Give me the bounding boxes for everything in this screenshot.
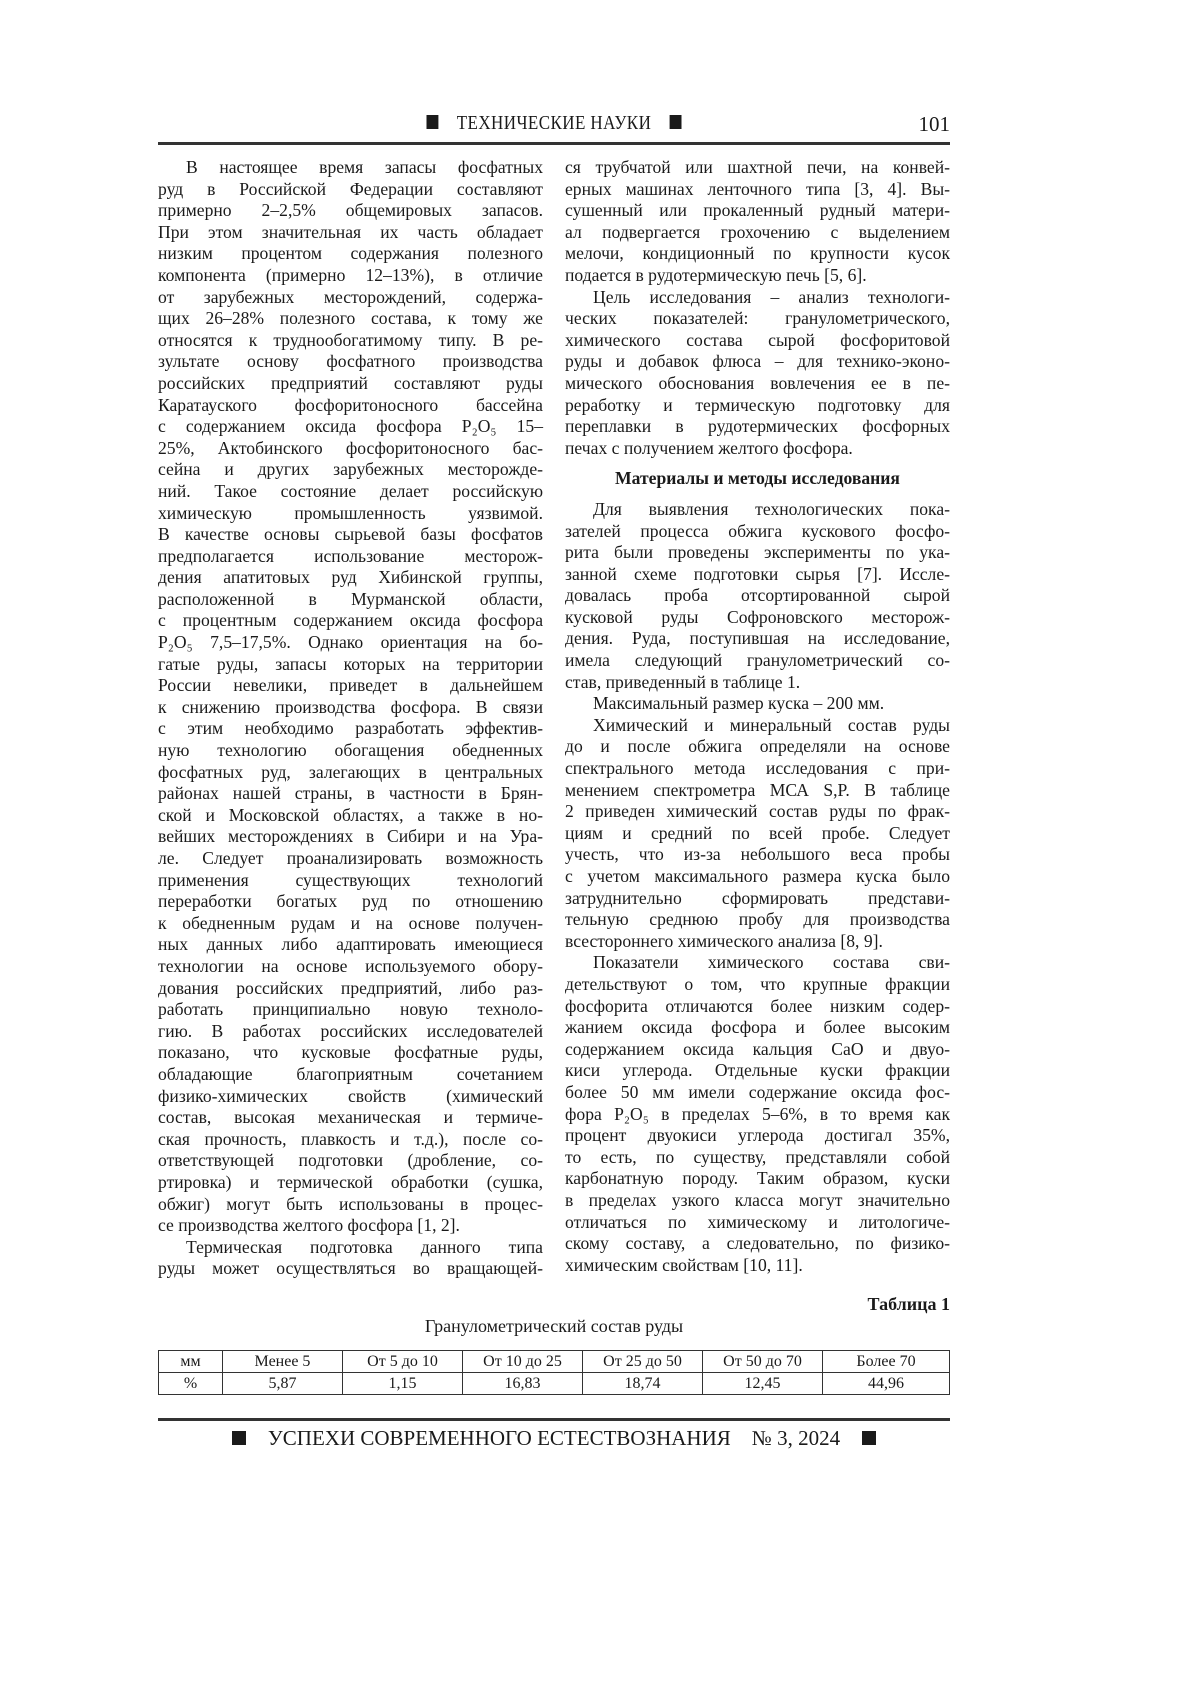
text-line: 25%, Актобинского фосфоритоносного бас- xyxy=(158,438,543,460)
table-title: Гранулометрический состав руды xyxy=(158,1316,950,1337)
left-column xyxy=(158,157,543,1280)
text-line: ся трубчатой или шахтной печи, на конвей- xyxy=(565,157,950,179)
table-header-cell: Менее 5 xyxy=(223,1351,343,1373)
text-line: работать принципиально новую техноло- xyxy=(158,999,543,1021)
text-line: с содержанием оксида фосфора P₂O₅ 15– xyxy=(158,416,543,438)
text-line: имела следующий гранулометрический со- xyxy=(565,650,950,672)
paragraph xyxy=(565,693,950,715)
text-line: жанием оксида фосфора и более высоким xyxy=(565,1017,950,1039)
text-line: к обедненным рудам и на основе получен- xyxy=(158,913,543,935)
table-header-cell: От 25 до 50 xyxy=(583,1351,703,1373)
text-line: с этим необходимо разработать эффектив- xyxy=(158,718,543,740)
text-line: отличаться по химическому и литологиче- xyxy=(565,1212,950,1234)
table-cell: % xyxy=(159,1373,223,1395)
table-caption: Таблица 1 xyxy=(868,1294,950,1315)
text-line: обладающие благоприятным сочетанием xyxy=(158,1064,543,1086)
text-line: зателей процесса обжига кускового фосфо- xyxy=(565,521,950,543)
running-footer xyxy=(158,1426,950,1451)
table-cell: 12,45 xyxy=(703,1373,823,1395)
text-line: компонента (примерно 12–13%), в отличие xyxy=(158,265,543,287)
paragraph xyxy=(565,157,950,287)
text-line: занной схеме подготовки сырья [7]. Иссле- xyxy=(565,564,950,586)
text-line: химическую промышленность уязвимой. xyxy=(158,503,543,525)
text-line: скому составу, а следовательно, по физико- xyxy=(565,1233,950,1255)
text-line: гию. В работах российских исследователей xyxy=(158,1021,543,1043)
text-line: При этом значительная их часть обладает xyxy=(158,222,543,244)
table-cell: 44,96 xyxy=(823,1373,950,1395)
text-line: технологии на основе используемого обору- xyxy=(158,956,543,978)
table-header-cell: Более 70 xyxy=(823,1351,950,1373)
text-line: учесть, что из-за небольшого веса пробы xyxy=(565,844,950,866)
table-header-cell: От 5 до 10 xyxy=(343,1351,463,1373)
text-line: более 50 мм имели содержание оксида фос- xyxy=(565,1082,950,1104)
text-line: то есть, по существу, представляли собой xyxy=(565,1147,950,1169)
text-line: дения. Руда, поступившая на исследование, xyxy=(565,628,950,650)
paragraph xyxy=(158,157,543,1237)
text-line: кусковой руды Софроновского месторож- xyxy=(565,607,950,629)
text-line: карбонатную породу. Таким образом, куски xyxy=(565,1168,950,1190)
text-line: всестороннего химического анализа [8, 9]. xyxy=(565,931,950,953)
granulometric-table xyxy=(158,1350,950,1395)
text-line: показано, что кусковые фосфатные руды, xyxy=(158,1042,543,1064)
text-line: Каратауского фосфоритоносного бассейна xyxy=(158,395,543,417)
text-line: расположенной в Мурманской области, xyxy=(158,589,543,611)
text-line: фора P₂O₅ в пределах 5–6%, в то время как xyxy=(565,1104,950,1126)
text-line: руды и добавок флюса – для технико-эконо- xyxy=(565,351,950,373)
text-line: переработки богатых руд по отношению xyxy=(158,891,543,913)
text-line: с процентным содержанием оксида фосфора xyxy=(158,610,543,632)
journal-name: УСПЕХИ СОВРЕМЕННОГО ЕСТЕСТВОЗНАНИЯ xyxy=(268,1426,731,1450)
text-line: ле. Следует проанализировать возможность xyxy=(158,848,543,870)
text-line: состав, высокая механическая и термиче- xyxy=(158,1107,543,1129)
square-bullet-icon xyxy=(862,1431,876,1445)
table-cell: 1,15 xyxy=(343,1373,463,1395)
text-line: менением спектрометра МСА S,P. В таблице xyxy=(565,780,950,802)
table-cell: 16,83 xyxy=(463,1373,583,1395)
text-line: России невелики, приведет в дальнейшем xyxy=(158,675,543,697)
paragraph xyxy=(565,952,950,1276)
text-line: вейших месторождениях в Сибири и на Ура- xyxy=(158,826,543,848)
text-line: P₂O₅ 7,5–17,5%. Однако ориентация на бо- xyxy=(158,632,543,654)
text-line: тельную среднюю пробу для производства xyxy=(565,909,950,931)
text-line: В настоящее время запасы фосфатных xyxy=(158,157,543,179)
text-line: предполагается использование месторож- xyxy=(158,546,543,568)
text-line: Химический и минеральный состав руды xyxy=(565,715,950,737)
text-line: гатые руды, запасы которых на территории xyxy=(158,654,543,676)
text-line: химического состава сырой фосфоритовой xyxy=(565,330,950,352)
text-line: руд в Российской Федерации составляют xyxy=(158,179,543,201)
text-line: ской и Московской областях, а также в но- xyxy=(158,805,543,827)
header-rule xyxy=(158,142,950,145)
table-header-cell: мм xyxy=(159,1351,223,1373)
text-line: циям и средний по всей пробе. Следует xyxy=(565,823,950,845)
text-line: спектрального метода исследования с при- xyxy=(565,758,950,780)
table-header-cell: От 50 до 70 xyxy=(703,1351,823,1373)
text-line: фосфатных руд, залегающих в центральных xyxy=(158,762,543,784)
text-line: сейна и других зарубежных месторожде- xyxy=(158,459,543,481)
text-line: применения существующих технологий xyxy=(158,870,543,892)
text-line: дения апатитовых руд Хибинской группы, xyxy=(158,567,543,589)
text-line: рита были проведены эксперименты по ука- xyxy=(565,542,950,564)
paragraph xyxy=(565,287,950,460)
text-line: до и после обжига определяли на основе xyxy=(565,736,950,758)
text-line: обжиг) могут быть использованы в процес- xyxy=(158,1194,543,1216)
text-line: руды может осуществляться во вращающей- xyxy=(158,1258,543,1280)
table-cell: 18,74 xyxy=(583,1373,703,1395)
text-line: Для выявления технологических пока- xyxy=(565,499,950,521)
square-bullet-icon xyxy=(232,1431,246,1445)
text-line: ний. Такое состояние делает российскую xyxy=(158,481,543,503)
right-column xyxy=(565,157,950,1276)
square-bullet-icon xyxy=(670,115,682,129)
text-line: процент двуокиси углерода достигал 35%, xyxy=(565,1125,950,1147)
text-line: став, приведенный в таблице 1. xyxy=(565,672,950,694)
paragraph xyxy=(158,1237,543,1280)
text-line: физико-химических свойств (химический xyxy=(158,1086,543,1108)
table-row xyxy=(159,1373,950,1395)
text-line: детельствуют о том, что крупные фракции xyxy=(565,974,950,996)
text-line: с учетом максимального размера куска было xyxy=(565,866,950,888)
section-title: ТЕХНИЧЕСКИЕ НАУКИ xyxy=(457,112,652,134)
text-line: содержанием оксида кальция CaO и двуо- xyxy=(565,1039,950,1061)
text-line: ную технологию обогащения обедненных xyxy=(158,740,543,762)
text-line: мелочи, кондиционный по крупности кусок xyxy=(565,243,950,265)
page-number: 101 xyxy=(919,112,951,137)
running-header xyxy=(158,110,950,140)
text-line: ных данных либо адаптировать имеющиеся xyxy=(158,934,543,956)
text-line: се производства желтого фосфора [1, 2]. xyxy=(158,1215,543,1237)
text-line: Максимальный размер куска – 200 мм. xyxy=(565,693,950,715)
text-line: зультате основу фосфатного производства xyxy=(158,351,543,373)
text-line: ерных машинах ленточного типа [3, 4]. Вы- xyxy=(565,179,950,201)
text-line: ская прочность, плавкость и т.д.), после со- xyxy=(158,1129,543,1151)
table-header-cell: От 10 до 25 xyxy=(463,1351,583,1373)
text-line: мического обоснования вовлечения ее в пе- xyxy=(565,373,950,395)
text-line: ответствующей подготовки (дробление, со- xyxy=(158,1150,543,1172)
text-line: дования российских предприятий, либо раз- xyxy=(158,978,543,1000)
text-line: довалась проба отсортированной сырой xyxy=(565,585,950,607)
square-bullet-icon xyxy=(426,115,438,129)
text-line: фосфорита отличаются более низким содер- xyxy=(565,996,950,1018)
issue-number: № 3, 2024 xyxy=(752,1426,840,1450)
paragraph xyxy=(565,715,950,953)
text-line: районах нашей страны, в частности в Брян- xyxy=(158,783,543,805)
text-line: переплавки в рудотермических фосфорных xyxy=(565,416,950,438)
text-line: сушенный или прокаленный рудный матери- xyxy=(565,200,950,222)
text-line: киси углерода. Отдельные куски фракции xyxy=(565,1060,950,1082)
text-line: относятся к труднообогатимому типу. В ре- xyxy=(158,330,543,352)
footer-rule xyxy=(158,1418,950,1421)
text-line: 2 приведен химический состав руды по фрак- xyxy=(565,801,950,823)
text-line: Цель исследования – анализ технологи- xyxy=(565,287,950,309)
text-line: затруднительно сформировать представи- xyxy=(565,888,950,910)
table-row xyxy=(159,1351,950,1373)
text-line: печах с получением желтого фосфора. xyxy=(565,438,950,460)
text-line: в пределах узкого класса могут значительно xyxy=(565,1190,950,1212)
text-line: реработку и термическую подготовку для xyxy=(565,395,950,417)
text-line: подается в рудотермическую печь [5, 6]. xyxy=(565,265,950,287)
text-line: Термическая подготовка данного типа xyxy=(158,1237,543,1259)
table-cell: 5,87 xyxy=(223,1373,343,1395)
text-line: химическим свойствам [10, 11]. xyxy=(565,1255,950,1277)
text-line: от зарубежных месторождений, содержа- xyxy=(158,287,543,309)
section-heading: Материалы и методы исследования xyxy=(565,468,950,490)
text-line: примерно 2–2,5% общемировых запасов. xyxy=(158,200,543,222)
text-line: ческих показателей: гранулометрического, xyxy=(565,308,950,330)
text-line: В качестве основы сырьевой базы фосфатов xyxy=(158,524,543,546)
text-line: российских предприятий составляют руды xyxy=(158,373,543,395)
text-line: щих 26–28% полезного состава, к тому же xyxy=(158,308,543,330)
text-line: ртировка) и термической обработки (сушка, xyxy=(158,1172,543,1194)
paragraph xyxy=(565,499,950,693)
text-line: Показатели химического состава сви- xyxy=(565,952,950,974)
text-line: к снижению производства фосфора. В связи xyxy=(158,697,543,719)
text-line: ал подвергается грохочению с выделением xyxy=(565,222,950,244)
text-line: низким процентом содержания полезного xyxy=(158,243,543,265)
